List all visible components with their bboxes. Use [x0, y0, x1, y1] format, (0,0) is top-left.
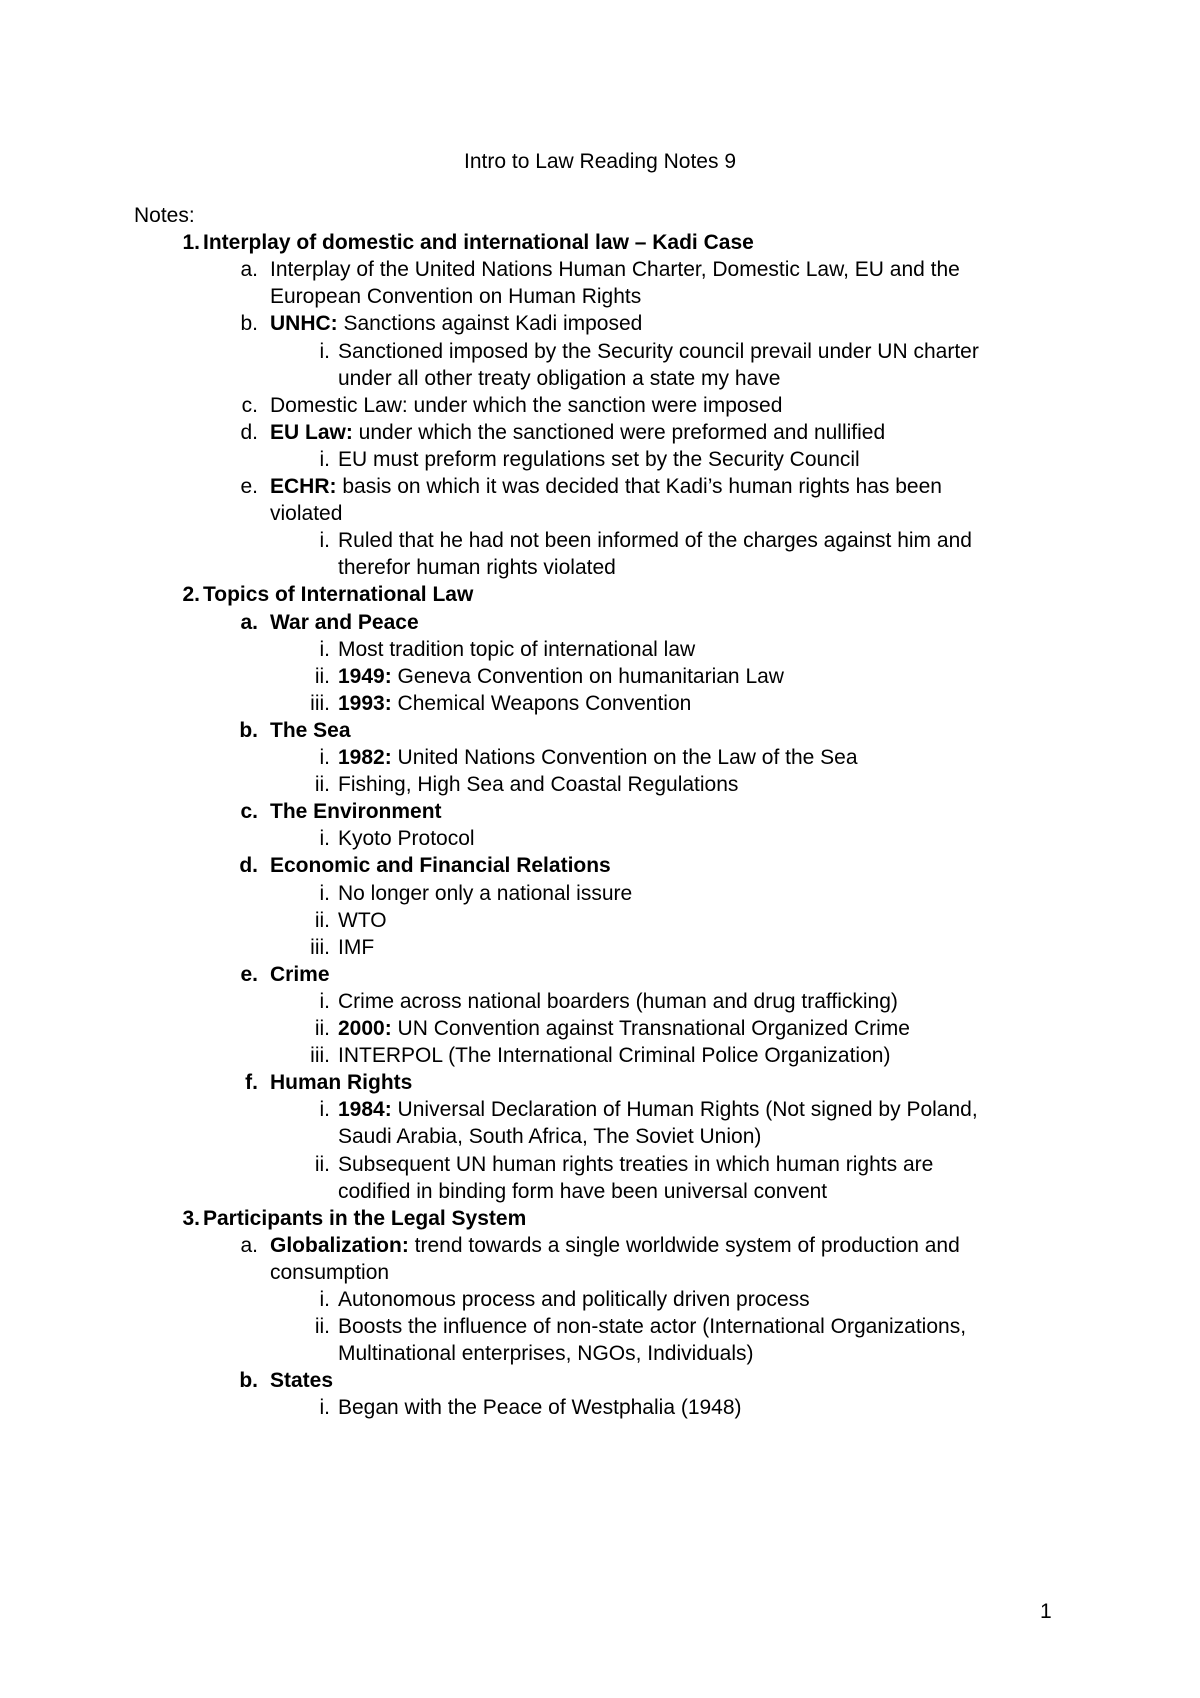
outline-text [203, 581, 473, 609]
outline-bold-text: UNHC: [270, 312, 338, 336]
outline-marker: i. [319, 827, 330, 851]
outline-text: European Convention on Human Rights [270, 285, 642, 309]
outline-text: IMF [338, 935, 375, 959]
outline-bold-text: EU Law: [270, 420, 353, 444]
outline-text: Fishing, High Sea and Coastal Regulations [338, 773, 739, 797]
outline-text: 2000: UN Convention against Transnational Organized Crime [338, 1017, 910, 1040]
outline-marker: f. [245, 1071, 258, 1095]
outline-bold-text: Human Rights [270, 1071, 413, 1095]
outline-text: INTERPOL (The International Criminal Police Organization) [338, 1044, 891, 1068]
outline-bold-text: Interplay of domestic and international law – Kadi Case [203, 231, 754, 255]
outline-marker: ii. [314, 1017, 330, 1040]
outline-marker: ii. [314, 908, 330, 932]
outline-marker: i. [319, 989, 330, 1013]
outline-marker: e. [240, 962, 258, 986]
outline-marker: b. [239, 1369, 258, 1393]
outline-marker: a. [240, 1233, 258, 1257]
outline-text [270, 961, 330, 989]
outline-marker: ii. [314, 1315, 330, 1339]
document-title: Intro to Law Reading Notes 9 [464, 150, 736, 173]
outline-text [270, 798, 442, 826]
outline-text: EU must preform regulations set by the Security Council [338, 447, 860, 471]
outline-bold-text: Economic and Financial Relations [270, 854, 611, 878]
outline-text: Saudi Arabia, South Africa, The Soviet Union) [338, 1125, 762, 1149]
outline-text: Ruled that he had not been informed of the charges against him and [338, 529, 972, 553]
outline-text: Autonomous process and politically driven process [338, 1288, 810, 1311]
outline-text: EU Law: under which the sanctioned were preformed and nullified [270, 420, 886, 444]
outline-bold-text: The Environment [270, 800, 442, 824]
outline-text [203, 229, 754, 257]
outline-text: Crime across national boarders (human and drug trafficking) [338, 989, 898, 1013]
outline-text: 1993: Chemical Weapons Convention [338, 691, 692, 715]
outline-marker: iii. [310, 1044, 330, 1068]
outline-text [203, 1205, 526, 1233]
outline-marker: i. [319, 881, 330, 905]
outline-bold-text: 1982: [338, 746, 392, 769]
outline-bold-text: 2000: [338, 1017, 392, 1040]
outline-text: 1949: Geneva Convention on humanitarian Law [338, 664, 784, 688]
outline-text: UNHC: Sanctions against Kadi imposed [270, 312, 643, 336]
outline-text: 1982: United Nations Convention on the Law of the Sea [338, 746, 858, 769]
outline-text [270, 1069, 412, 1097]
outline-bold-text: The Sea [270, 718, 351, 742]
outline-text [270, 1367, 333, 1395]
outline-marker: a. [240, 258, 258, 282]
outline-text: Interplay of the United Nations Human Charter, Domestic Law, EU and the [270, 258, 960, 282]
outline-text [270, 609, 419, 637]
outline-bold-text: 1993: [338, 691, 392, 715]
outline-text: codified in binding form have been universal convent [338, 1179, 828, 1203]
outline-bold-text: 1984: [338, 1098, 392, 1122]
outline-text: Boosts the influence of non-state actor (International Organizations, [338, 1315, 967, 1339]
outline-text: Multinational enterprises, NGOs, Individuals) [338, 1342, 754, 1366]
outline-marker: d. [240, 420, 258, 444]
outline-marker: i. [319, 1098, 330, 1122]
outline-text: 1984: Universal Declaration of Human Rights (Not signed by Poland, [338, 1098, 978, 1122]
page-number: 1 [1040, 1600, 1052, 1623]
outline-marker: i. [319, 529, 330, 553]
outline-bold-text: States [270, 1369, 334, 1393]
outline-bold-text: Globalization: [270, 1233, 409, 1257]
outline-marker: iii. [310, 935, 330, 959]
outline-marker: i. [319, 447, 330, 471]
notes-heading: Notes: [134, 204, 195, 227]
outline-marker: b. [239, 718, 258, 742]
outline-bold-text: Crime [270, 962, 330, 986]
outline-text: ECHR: basis on which it was decided that Kadi’s human rights has been [270, 475, 942, 498]
outline-text: Globalization: trend towards a single worldwide system of production and [270, 1233, 960, 1257]
outline-marker: b. [240, 312, 258, 336]
outline-bold-text: ECHR: [270, 475, 337, 498]
outline-text: violated [270, 502, 343, 526]
outline-text [270, 852, 611, 880]
outline-marker: ii. [314, 773, 330, 797]
outline-text: No longer only a national issure [338, 881, 633, 905]
outline-text: Sanctioned imposed by the Security council prevail under UN charter [338, 339, 979, 363]
outline-marker: 3. [182, 1206, 200, 1230]
outline-marker: c. [240, 800, 258, 824]
outline-marker: iii. [310, 691, 330, 715]
outline-marker: i. [319, 1396, 330, 1420]
outline-text: WTO [338, 908, 387, 932]
outline-marker: 2. [182, 583, 200, 607]
outline-bold-text: Participants in the Legal System [203, 1206, 527, 1230]
outline-text: under all other treaty obligation a state my have [338, 366, 781, 390]
outline-marker: i. [319, 746, 330, 769]
outline-bold-text: Topics of International Law [203, 583, 474, 607]
outline-text: Began with the Peace of Westphalia (1948) [338, 1396, 742, 1420]
outline-marker: 1. [182, 231, 200, 255]
outline-marker: a. [240, 610, 258, 634]
outline-text: Kyoto Protocol [338, 827, 475, 851]
outline-marker: e. [240, 475, 258, 498]
outline-text: Most tradition topic of international law [338, 637, 696, 661]
outline-text: consumption [270, 1260, 390, 1284]
outline-marker: i. [319, 339, 330, 363]
outline-text: therefor human rights violated [338, 556, 616, 580]
outline-text: Domestic Law: under which the sanction were imposed [270, 393, 783, 417]
outline-text: Subsequent UN human rights treaties in which human rights are [338, 1152, 934, 1176]
outline-marker: c. [241, 393, 258, 417]
outline-marker: i. [319, 1288, 330, 1311]
outline-bold-text: War and Peace [270, 610, 419, 634]
outline-bold-text: 1949: [338, 664, 392, 688]
outline-text [270, 717, 351, 745]
outline-marker: i. [319, 637, 330, 661]
outline-marker: ii. [314, 1152, 330, 1176]
outline-marker: d. [239, 854, 258, 878]
outline-marker: ii. [314, 664, 330, 688]
